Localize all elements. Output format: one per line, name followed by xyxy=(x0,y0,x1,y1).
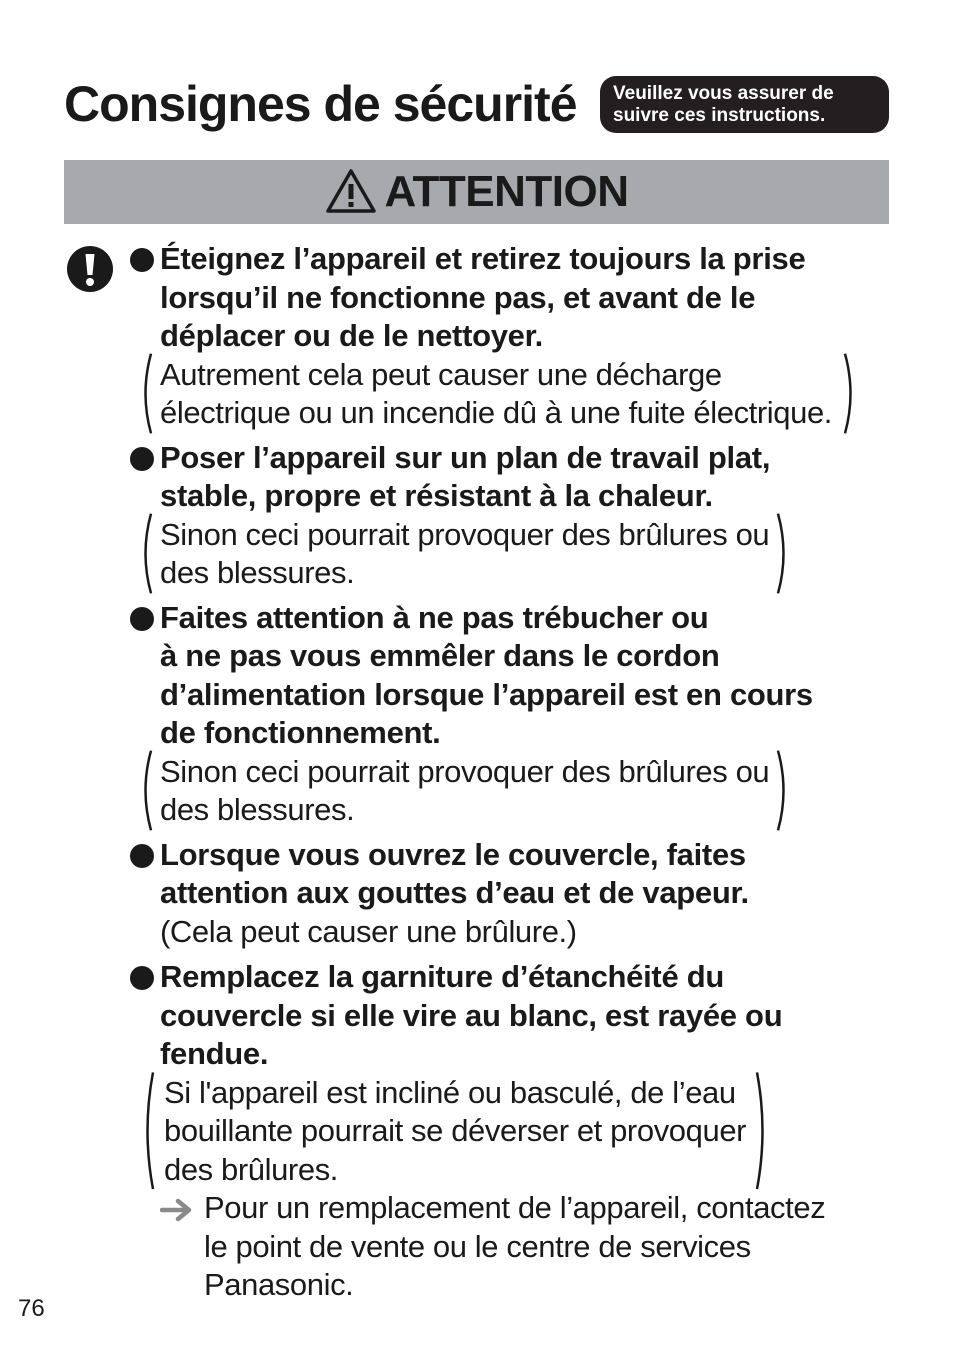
instruction-badge xyxy=(600,76,889,133)
safety-item xyxy=(128,240,898,433)
open-paren xyxy=(138,512,154,595)
heading-line: lorsqu’il ne fonctionne pas, et avant de le xyxy=(160,279,756,315)
bullet xyxy=(130,248,154,272)
page-number: 76 xyxy=(18,1295,45,1322)
exclamation-circle-icon xyxy=(66,245,114,293)
open-paren xyxy=(138,352,154,435)
bullet xyxy=(130,844,154,868)
close-paren xyxy=(754,1070,770,1192)
safety-item xyxy=(128,439,898,593)
item-note xyxy=(138,356,858,433)
heading-line: de fonctionnement. xyxy=(160,715,441,750)
attention-banner xyxy=(64,160,889,224)
item-note xyxy=(138,516,791,593)
arrow-note xyxy=(160,1189,898,1305)
note-line: Si l'appareil est incliné ou basculé, de l’eau xyxy=(164,1074,736,1110)
item-heading xyxy=(160,439,898,516)
arrow-note-line: Panasonic. xyxy=(204,1267,354,1302)
heading-line: Remplacez la garniture d’étanchéité du xyxy=(160,959,724,994)
safety-item xyxy=(128,836,898,952)
heading-line: à ne pas vous emmêler dans le cordon xyxy=(160,638,720,673)
heading-line: stable, propre et résistant à la chaleur. xyxy=(160,478,713,513)
badge-line: Veuillez vous assurer de xyxy=(613,83,834,104)
warning-triangle-icon xyxy=(325,168,377,214)
item-note xyxy=(140,1074,770,1190)
heading-line: déplacer ou de le nettoyer. xyxy=(160,318,543,353)
note-line: bouillante pourrait se déverser et provoquer xyxy=(164,1113,747,1148)
item-heading xyxy=(160,599,898,753)
arrow-note-line: Pour un remplacement de l’appareil, contactez xyxy=(204,1190,826,1225)
safety-item xyxy=(128,958,898,1305)
note-line: Sinon ceci pourrait provoquer des brûlures ou xyxy=(160,516,770,552)
note-line: des blessures. xyxy=(160,555,355,590)
close-paren xyxy=(775,749,791,832)
item-heading xyxy=(160,240,898,356)
close-paren xyxy=(842,352,858,435)
note-line: des blessures. xyxy=(160,792,355,827)
heading-line: Lorsque vous ouvrez le couvercle, faites xyxy=(160,836,746,872)
bullet xyxy=(130,966,154,990)
close-paren xyxy=(775,512,791,595)
badge-line: suivre ces instructions. xyxy=(613,105,826,126)
note-line: Sinon ceci pourrait provoquer des brûlures ou xyxy=(160,753,770,789)
item-heading xyxy=(160,836,898,913)
heading-line: Faites attention à ne pas trébucher ou xyxy=(160,599,709,635)
open-paren xyxy=(138,749,154,832)
right-arrow-icon xyxy=(160,1197,194,1223)
item-heading xyxy=(160,958,898,1074)
attention-label: ATTENTION xyxy=(384,167,629,216)
bullet xyxy=(130,607,154,631)
heading-line: couvercle si elle vire au blanc, est rayée ou xyxy=(160,997,783,1033)
open-paren xyxy=(140,1070,156,1192)
arrow-note-line: le point de vente ou le centre de services xyxy=(204,1228,751,1264)
item-note xyxy=(138,753,791,830)
safety-item xyxy=(128,599,898,830)
note-line: électrique ou un incendie dû à une fuite électrique. xyxy=(160,395,833,430)
heading-line: Éteignez l’appareil et retirez toujours la prise xyxy=(160,241,806,276)
bullet xyxy=(130,447,154,471)
note-line: des brûlures. xyxy=(164,1151,339,1187)
note-line: Autrement cela peut causer une décharge xyxy=(160,356,722,392)
heading-line: d’alimentation lorsque l’appareil est en cours xyxy=(160,676,813,712)
safety-list xyxy=(128,240,898,1305)
item-note: (Cela peut causer une brûlure.) xyxy=(160,913,577,949)
heading-line: Poser l’appareil sur un plan de travail plat, xyxy=(160,439,771,475)
heading-line: attention aux gouttes d’eau et de vapeur. xyxy=(160,875,749,910)
page-title: Consignes de sécurité xyxy=(64,76,577,132)
heading-line: fendue. xyxy=(160,1036,269,1071)
